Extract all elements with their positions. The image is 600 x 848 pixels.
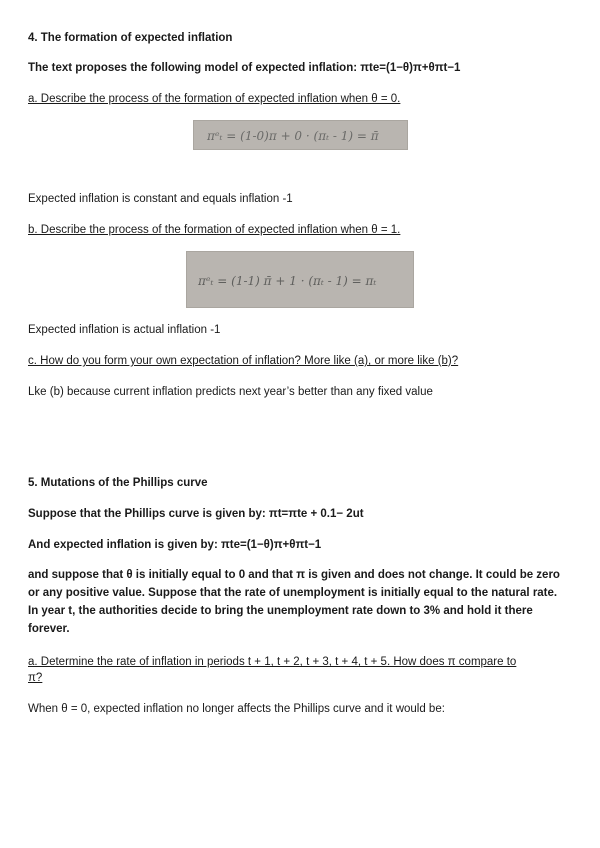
handwritten-equation-a-image (193, 120, 408, 150)
model-statement: The text proposes the following model of expected inflation: πte=(1−θ)π+θπt−1 (28, 62, 461, 74)
question-5a-line-2: π? (28, 672, 43, 684)
answer-4c: Lke (b) because current inflation predicts next year’s better than any fixed value (28, 386, 433, 398)
handwritten-equation-b-image (186, 251, 414, 308)
answer-5a: When θ = 0, expected inflation no longer affects the Phillips curve and it would be: (28, 703, 445, 715)
question-4a: a. Describe the process of the formation of expected inflation when θ = 0. (28, 93, 401, 105)
question-5a-line-1: a. Determine the rate of inflation in periods t + 1, t + 2, t + 3, t + 4, t + 5. How does π compare to (28, 656, 517, 668)
section-5-heading: 5. Mutations of the Phillips curve (28, 477, 208, 489)
expected-inflation-statement: And expected inflation is given by: πte=(1−θ)π+θπt−1 (28, 539, 322, 551)
question-4b: b. Describe the process of the formation of expected inflation when θ = 1. (28, 224, 401, 236)
phillips-curve-statement: Suppose that the Phillips curve is given by: πt=πte + 0.1− 2ut (28, 508, 364, 520)
handwriting-a-text: πᵉₜ = (1-0)π + 0 · (πₜ - 1) = π̄ (207, 129, 379, 143)
answer-4b: Expected inflation is actual inflation -1 (28, 324, 221, 336)
handwriting-b-text: πᵉₜ = (1-1) π̄ + 1 · (πₜ - 1) = πₜ (198, 274, 377, 288)
section-4-heading: 4. The formation of expected inflation (28, 32, 233, 44)
scenario-paragraph: and suppose that θ is initially equal to 0 and that π is given and does not change. It could be zero or any positive value. Suppose that the rate of unemployment is initially equal to the natural rate. In year t, the authorities decide to bring the unemployment rate down to 3% and hold it there forever. (28, 569, 560, 635)
answer-4a: Expected inflation is constant and equals inflation -1 (28, 193, 293, 205)
question-4c: c. How do you form your own expectation of inflation? More like (a), or more like (b)? (28, 355, 459, 367)
